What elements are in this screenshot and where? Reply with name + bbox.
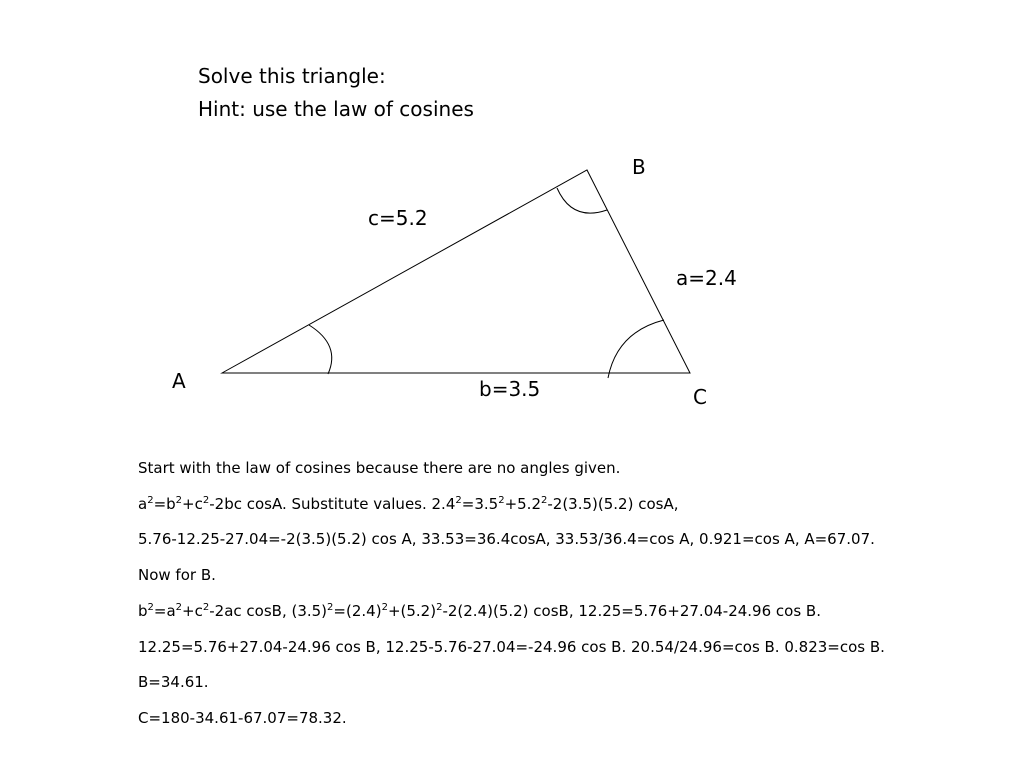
solution-line-2-exponent-3: 2 (202, 494, 210, 506)
solution-line-7: B=34.61. (138, 673, 209, 692)
solution-line-5-exponent-2: 2 (175, 601, 183, 613)
solution-steps (138, 451, 885, 737)
solution-line-2-exponent-5: 2 (498, 494, 505, 506)
solution-line-2-part-1: a (138, 494, 148, 513)
angle-arc-c (608, 320, 664, 378)
solution-line-5-part-3: +c (182, 601, 203, 620)
solution-line-2-part-2: =b (153, 494, 176, 513)
side-label-a: a=2.4 (676, 266, 737, 290)
solution-line-8: C=180-34.61-67.07=78.32. (138, 708, 347, 727)
triangle-outline (222, 170, 690, 373)
angle-arc-b (557, 188, 607, 213)
solution-line-2-part-3: +c (182, 494, 203, 513)
angle-arc-a (309, 325, 332, 374)
solution-line-2-exponent-2: 2 (175, 494, 183, 506)
solution-line-2-part-6: +5.2 (504, 494, 541, 513)
solution-line-5-part-4: -2ac cosB, (3.5) (209, 601, 328, 620)
solution-line-5-part-6: +(5.2) (387, 601, 437, 620)
vertex-label-b: B (632, 155, 646, 179)
solution-line-5-exponent-1: 2 (147, 601, 154, 613)
solution-line-4: Now for B. (138, 566, 216, 585)
solution-line-6: 12.25=5.76+27.04-24.96 cos B, 12.25-5.76-27.04=-24.96 cos B. 20.54/24.96=cos B. 0.823=cos B. (138, 637, 885, 656)
solution-line-5-part-7: -2(2.4)(5.2) cosB, 12.25=5.76+27.04-24.96 cos B. (442, 601, 821, 620)
solution-line-3: 5.76-12.25-27.04=-2(3.5)(5.2) cos A, 33.53=36.4cosA, 33.53/36.4=cos A, 0.921=cos A, A=67.07. (138, 530, 875, 549)
solution-line-5-exponent-6: 2 (436, 601, 443, 613)
solution-line-2-part-4: -2bc cosA. Substitute values. 2.4 (209, 494, 456, 513)
solution-line-5 (138, 594, 885, 630)
vertex-label-a: A (172, 369, 186, 393)
solution-line-5-exponent-4: 2 (327, 601, 334, 613)
problem-title: Solve this triangle: (198, 64, 386, 88)
solution-line-5-part-2: =a (153, 601, 176, 620)
solution-line-5-part-1: b (138, 601, 148, 620)
solution-line-2-exponent-4: 2 (455, 494, 462, 506)
problem-hint: Hint: use the law of cosines (198, 97, 474, 121)
solution-line-2-part-5: =3.5 (461, 494, 499, 513)
side-label-b: b=3.5 (479, 377, 541, 401)
solution-line-2-part-7: -2(3.5)(5.2) cosA, (547, 494, 679, 513)
solution-line-5-part-5: =(2.4) (333, 601, 382, 620)
solution-line-2-exponent-6: 2 (541, 494, 548, 506)
solution-line-2 (138, 487, 885, 523)
vertex-label-c: C (693, 385, 707, 409)
solution-line-1: Start with the law of cosines because there are no angles given. (138, 459, 621, 477)
solution-line-5-exponent-5: 2 (381, 601, 388, 613)
side-label-c: c=5.2 (368, 206, 428, 230)
solution-line-5-exponent-3: 2 (202, 601, 210, 613)
solution-line-2-exponent-1: 2 (147, 494, 154, 506)
